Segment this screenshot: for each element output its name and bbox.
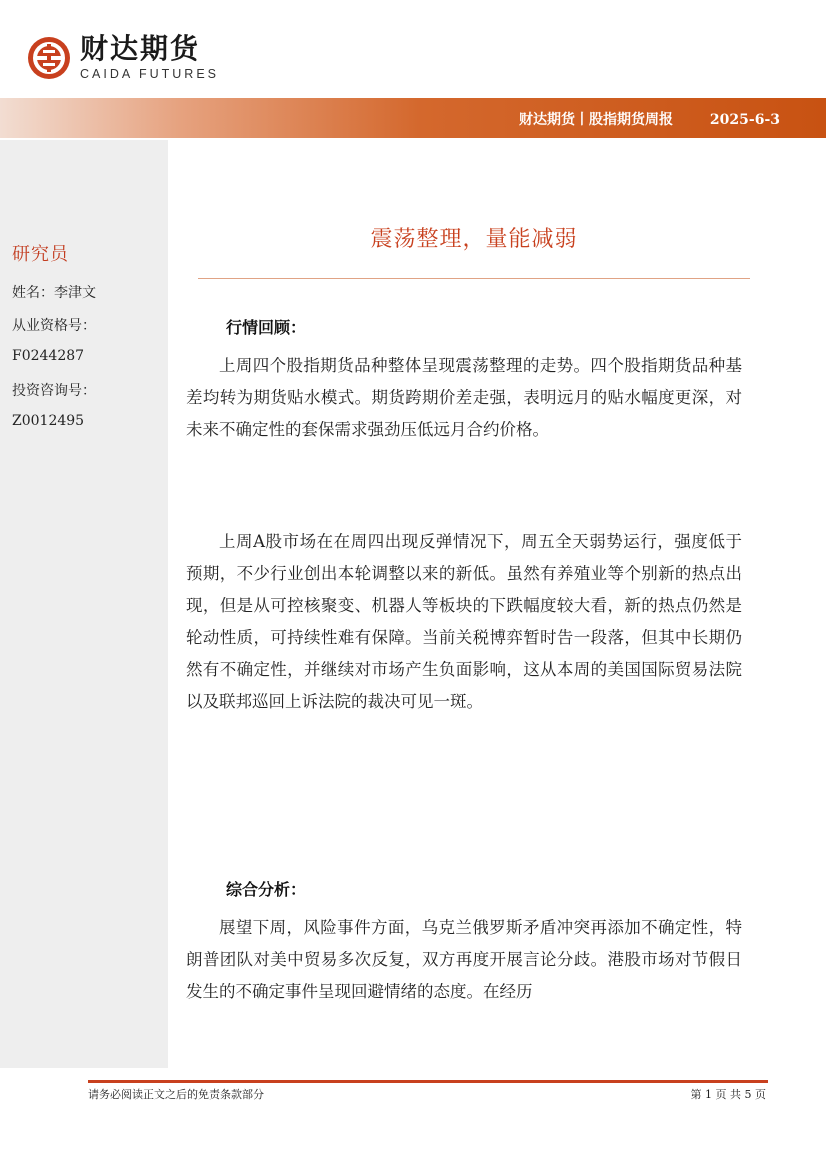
header-band: [0, 98, 826, 138]
researcher-heading: 研究员: [12, 244, 69, 265]
qualification-number: F0244287: [12, 348, 85, 364]
qualification-label: 从业资格号：: [12, 318, 96, 334]
paragraph: 上周A股市场在在周四出现反弹情况下，周五全天弱势运行，强度低于预期，不少行业创出本轮调整以来的新低。虽然有养殖业等个别新的热点出现，但是从可控核聚变、机器人等板块的下跌幅度较大看，新的热点仍然是轮动性质，可持续性难有保障。当前关税博弈暂时告一段落，但其中长期仍然有不确定性，并继续对市场产生负面影响，这从本周的美国国际贸易法院以及联邦巡回上诉法院的裁决可见一斑。: [186, 532, 742, 711]
paragraph: 上周四个股指期货品种整体呈现震荡整理的走势。四个股指期货品种基差均转为期货贴水模式。期货跨期价差走强，表明远月的贴水幅度更深，对未来不确定性的套保需求强劲压低远月合约价格。: [186, 356, 742, 439]
logo-chinese-name: 财达期货: [80, 32, 201, 65]
logo-english-name: CAIDA FUTURES: [80, 67, 220, 81]
section-heading-review: 行情回顾：: [226, 318, 307, 337]
title-divider: [198, 278, 750, 279]
researcher-name: 姓名：李津文: [12, 285, 96, 301]
consulting-number: Z0012495: [12, 413, 85, 429]
sidebar: [0, 140, 168, 1068]
report-date: 2025-6-3: [709, 112, 780, 128]
footer-divider: [88, 1080, 768, 1083]
report-title: 震荡整理，量能减弱: [370, 227, 578, 252]
paragraph: 展望下周，风险事件方面，乌克兰俄罗斯矛盾冲突再添加不确定性，特朗普团队对美中贸易多次反复，双方再度开展言论分歧。港股市场对节假日发生的不确定事件呈现回避情绪的态度。在经历: [186, 918, 742, 1001]
caida-logo-icon: [26, 35, 72, 81]
footer-disclaimer: 请务必阅读正文之后的免责条款部分: [88, 1088, 264, 1101]
page-number: 第 1 页 共 5 页: [690, 1088, 766, 1101]
company-logo: [26, 34, 219, 81]
section-heading-analysis: 综合分析：: [226, 880, 307, 899]
consulting-label: 投资咨询号：: [12, 383, 96, 399]
report-label: 财达期货丨股指期货周报: [519, 112, 674, 128]
